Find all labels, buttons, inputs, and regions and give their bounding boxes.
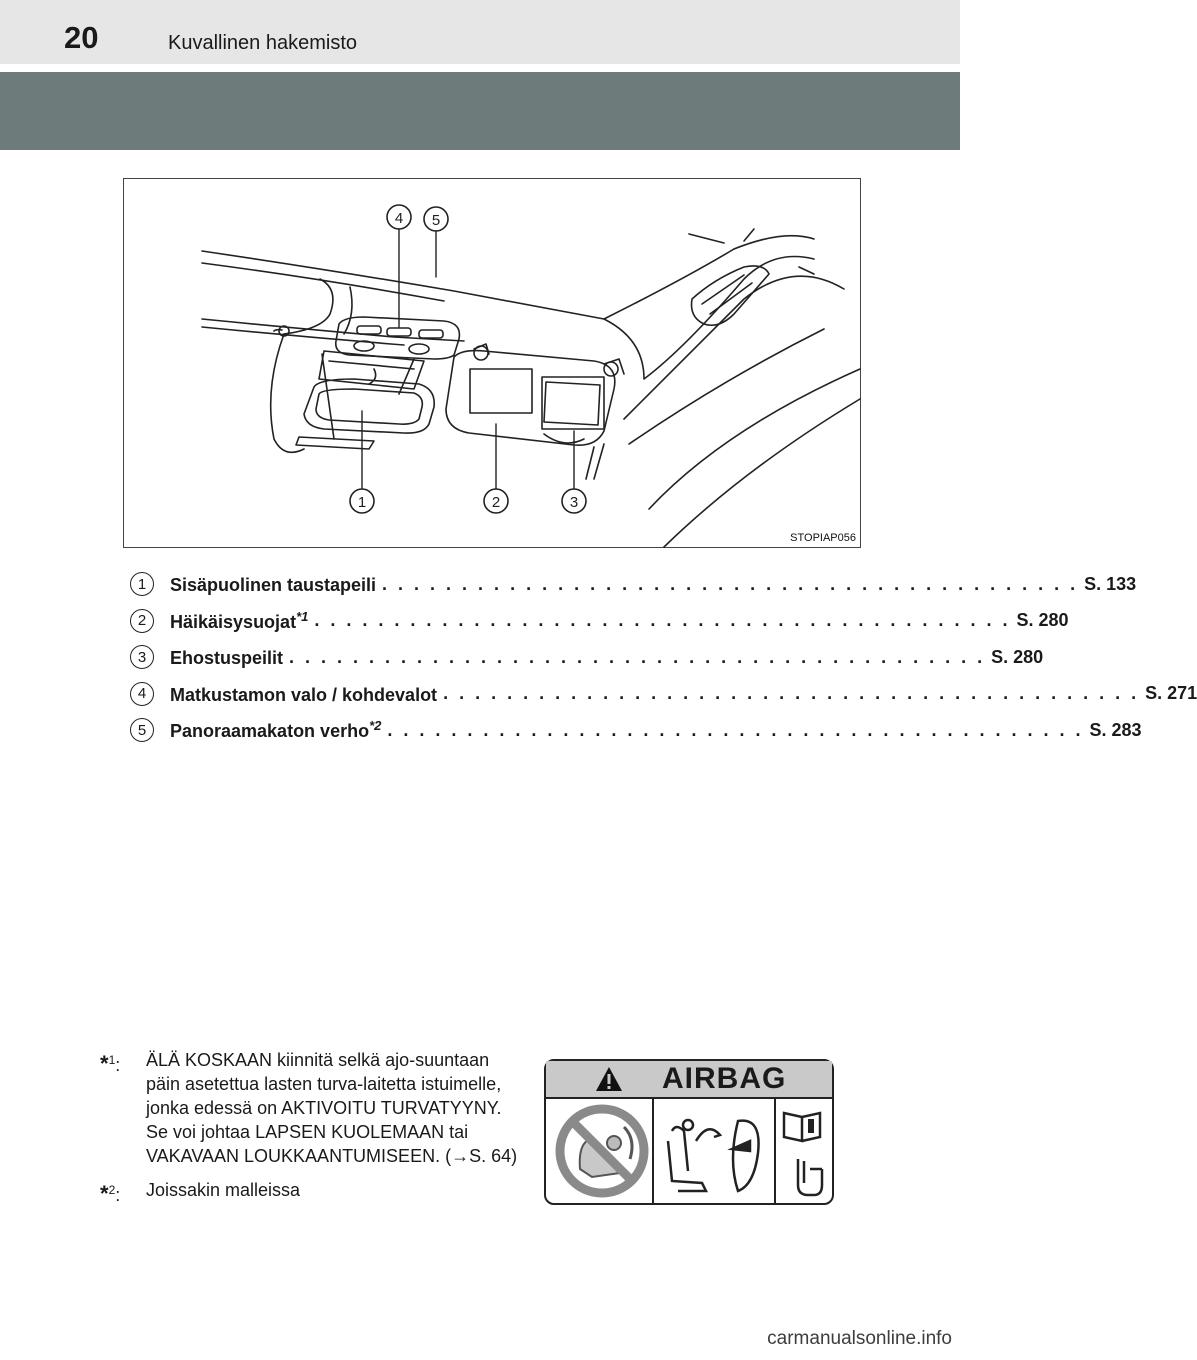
section-title: Kuvallinen hakemisto bbox=[168, 32, 357, 54]
footnote-marker: *$^1$: bbox=[100, 1051, 121, 1076]
page-reference[interactable]: S. 133 bbox=[1084, 573, 1137, 594]
item-label: Panoraamakaton verho$^{*2}$ bbox=[170, 718, 382, 742]
page-reference[interactable]: S. 280 bbox=[1016, 610, 1069, 631]
item-number: 1 bbox=[130, 572, 154, 596]
callout-1 bbox=[350, 489, 374, 513]
page-header bbox=[0, 0, 960, 64]
item-label: Häikäisysuojat$^{*1}$ bbox=[170, 608, 309, 632]
seat-airbag-deploy-icon bbox=[658, 1101, 774, 1205]
svg-text:4: 4 bbox=[394, 210, 404, 227]
label-divider bbox=[774, 1097, 776, 1205]
leader-dots: . . . . . . . . . . . . . . . . . . . . . . . . . . . . . . . . . . . . . . . . . . . . bbox=[387, 719, 1084, 740]
item-number: 3 bbox=[130, 645, 154, 669]
svg-text:2: 2 bbox=[491, 494, 501, 511]
leader-dots: . . . . . . . . . . . . . . . . . . . . . . . . . . . . . . . . . . . . . . . . . . . . bbox=[443, 683, 1140, 704]
airbag-warning-label bbox=[544, 1059, 834, 1205]
callout-2 bbox=[484, 489, 508, 513]
list-item bbox=[130, 639, 1044, 676]
footnote bbox=[100, 1178, 520, 1206]
svg-text:5: 5 bbox=[431, 212, 441, 229]
leader-dots: . . . . . . . . . . . . . . . . . . . . . . . . . . . . . . . . . . . . . . . . . . . . bbox=[314, 610, 1011, 631]
watermark: carmanualsonline.info bbox=[767, 1328, 952, 1349]
item-number: 5 bbox=[130, 718, 154, 742]
item-list bbox=[130, 566, 1197, 749]
read-manual-icon bbox=[778, 1103, 832, 1203]
page-reference[interactable]: S. 283 bbox=[1089, 719, 1142, 740]
item-label: Matkustamon valo / kohdevalot bbox=[170, 684, 438, 705]
item-label: Sisäpuolinen taustapeili bbox=[170, 575, 377, 596]
list-item bbox=[130, 712, 1142, 749]
svg-text:3: 3 bbox=[569, 494, 579, 511]
footnote bbox=[100, 1048, 520, 1168]
leader-dots: . . . . . . . . . . . . . . . . . . . . . . . . . . . . . . . . . . . . . . . . . . . . bbox=[382, 573, 1079, 594]
list-item bbox=[130, 603, 1069, 640]
list-item bbox=[130, 676, 1197, 713]
illustration-code: STOPIAP056 bbox=[790, 532, 856, 544]
footnotes bbox=[100, 1048, 520, 1212]
footnote-marker: *$^2$: bbox=[100, 1181, 121, 1206]
item-number: 4 bbox=[130, 682, 154, 706]
warning-triangle-icon bbox=[594, 1065, 624, 1093]
footnote-text: Joissakin malleissa bbox=[146, 1180, 301, 1200]
callout-5 bbox=[424, 207, 448, 231]
interior-illustration bbox=[123, 178, 861, 548]
item-label: Ehostuspeilit bbox=[170, 648, 284, 669]
page-reference[interactable]: S. 280 bbox=[991, 646, 1044, 667]
svg-text:1: 1 bbox=[357, 494, 367, 511]
leader-dots: . . . . . . . . . . . . . . . . . . . . . . . . . . . . . . . . . . . . . . . . . . . . bbox=[289, 646, 986, 667]
item-number: 2 bbox=[130, 609, 154, 633]
airbag-label-header bbox=[546, 1061, 832, 1099]
page-reference[interactable]: S. 271 bbox=[1145, 683, 1197, 704]
callout-3 bbox=[562, 489, 586, 513]
no-rear-facing-child-seat-icon bbox=[550, 1099, 654, 1203]
page-number: 20 bbox=[64, 20, 99, 55]
airbag-title: AIRBAG bbox=[662, 1062, 787, 1095]
section-banner bbox=[0, 72, 960, 150]
callout-4 bbox=[387, 205, 411, 229]
list-item bbox=[130, 566, 1137, 603]
label-divider bbox=[652, 1097, 654, 1205]
footnote-text: ÄLÄ KOSKAAN kiinnitä selkä ajo-suuntaan päin asetettua lasten turva-laitetta istuimelle, jonka edessä on AKTIVOITU TURVATYYNY. Se voi johtaa LAPSEN KUOLEMAAN tai VAKAVAAN LOUKKAANTUMISEEN. (→S. 64) bbox=[146, 1050, 518, 1166]
car-ceiling-drawing bbox=[124, 179, 860, 547]
